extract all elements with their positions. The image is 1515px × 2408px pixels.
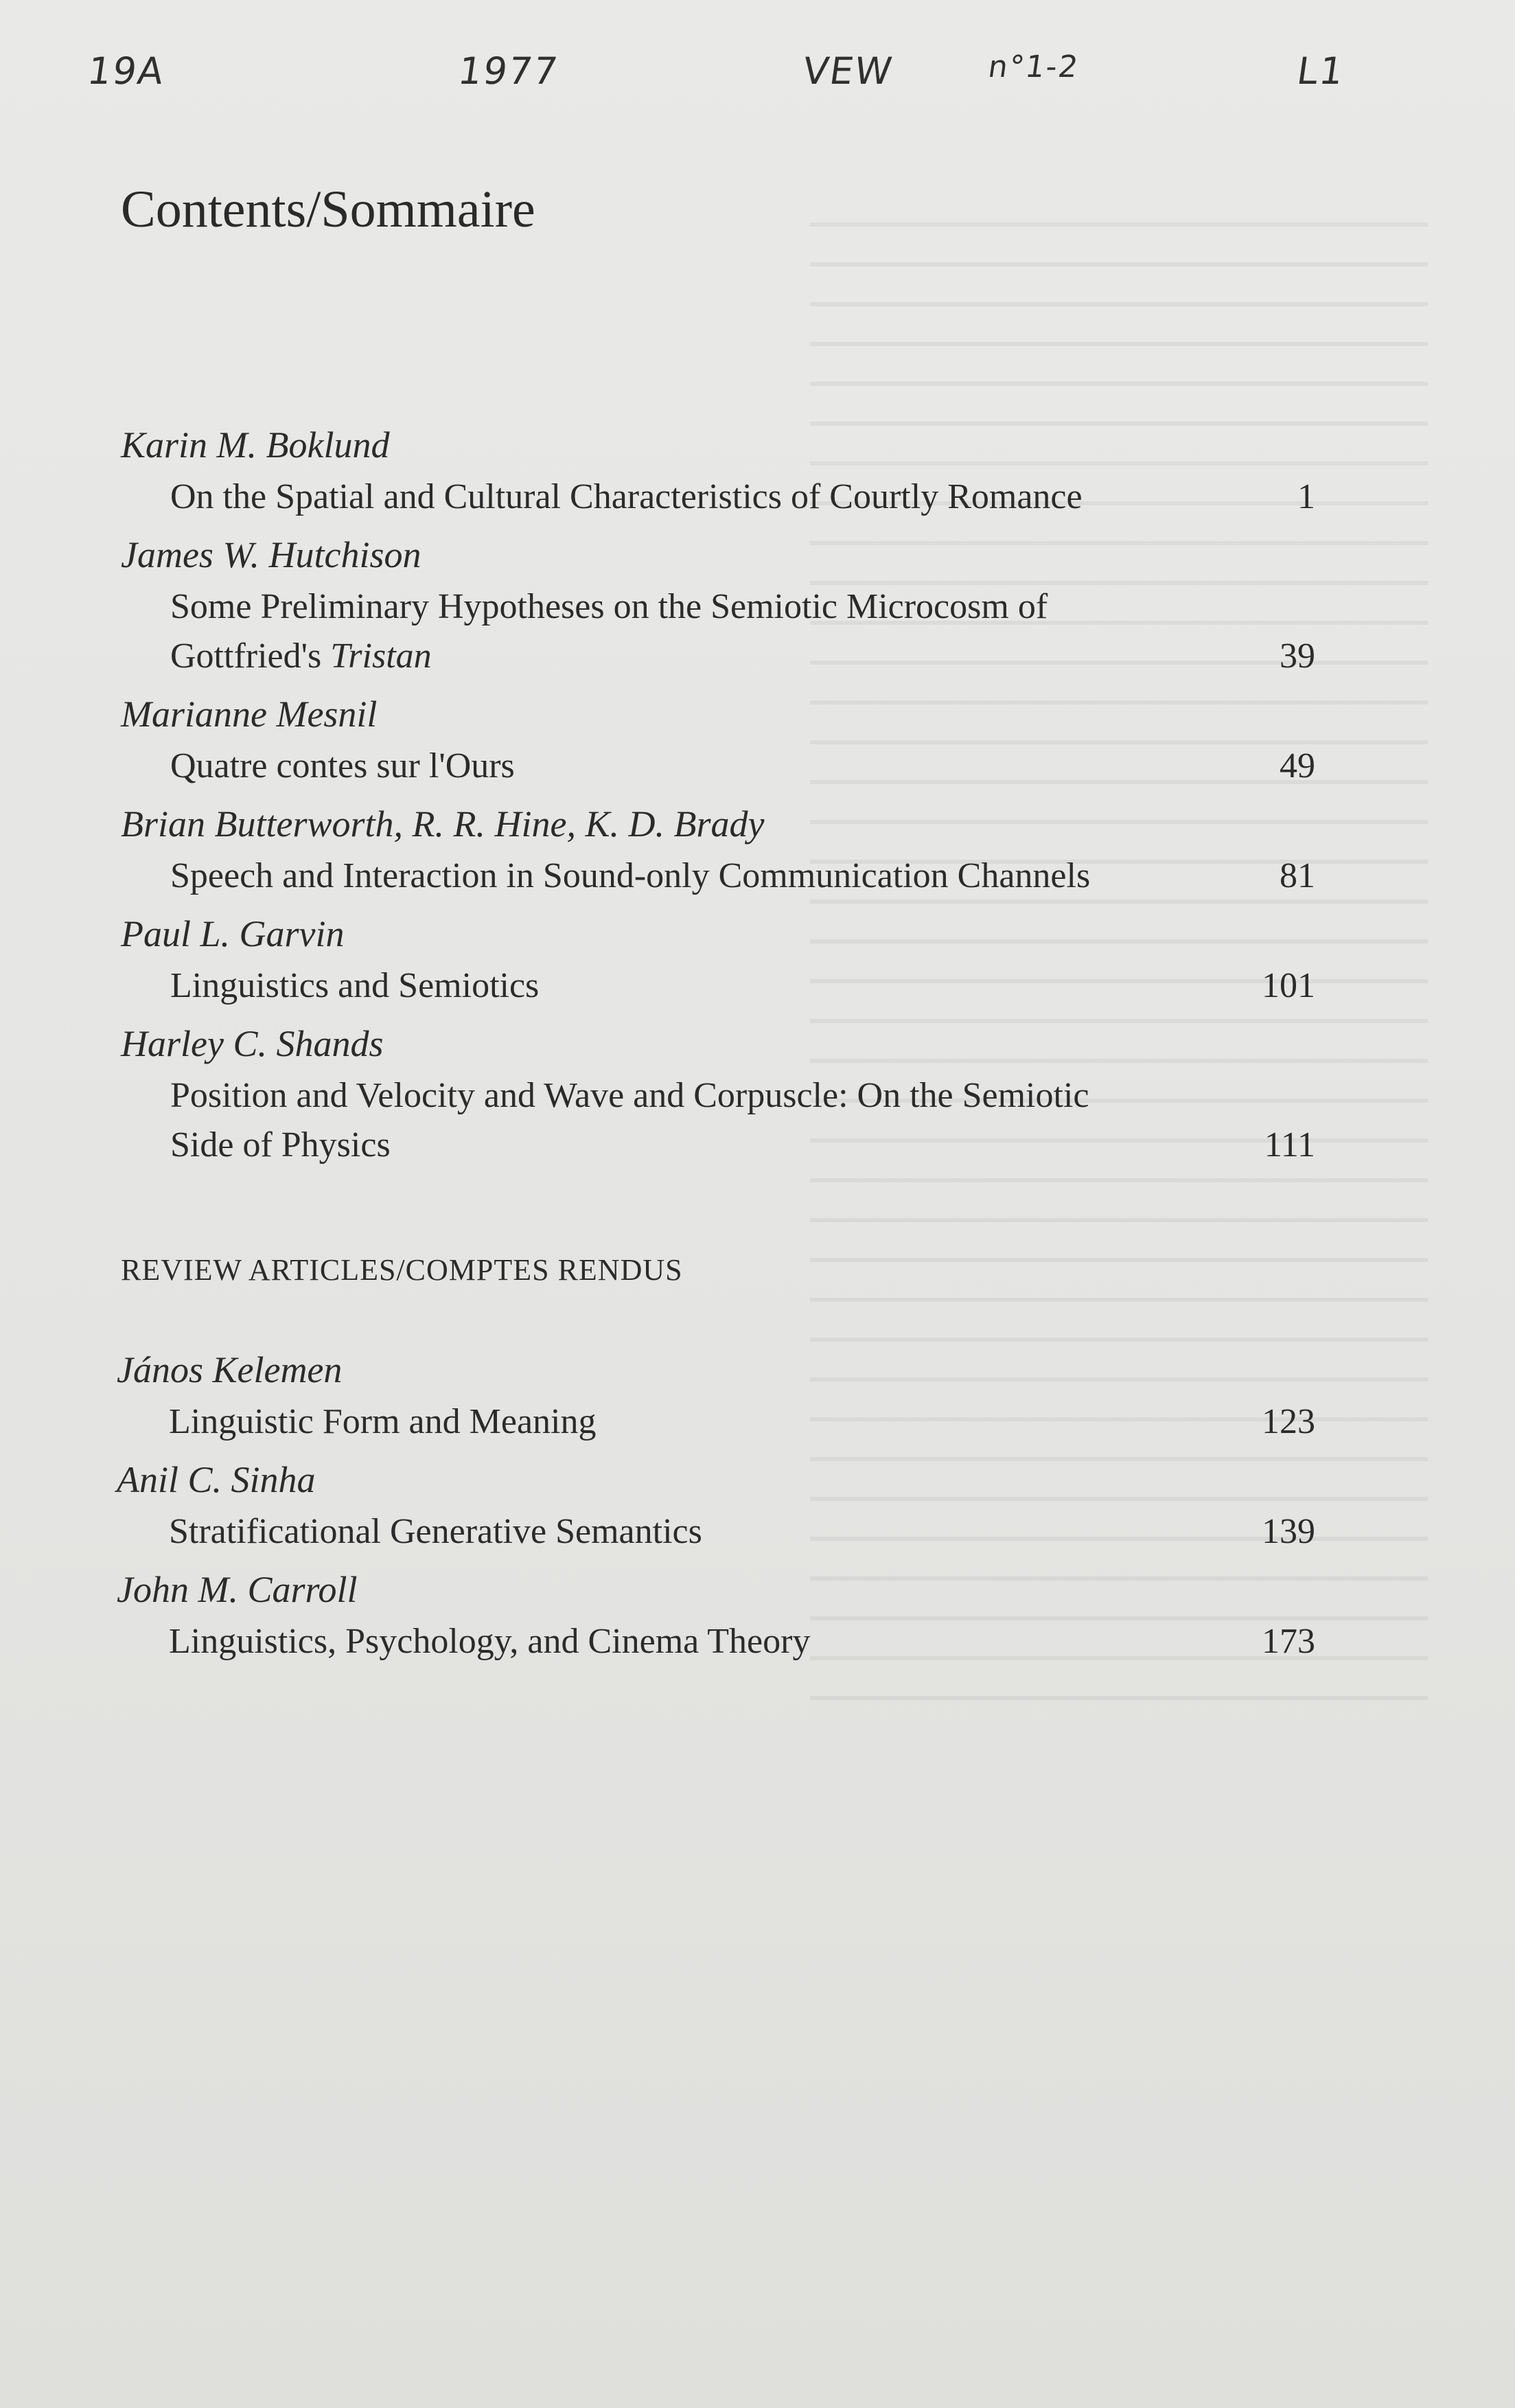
entry-title: Position and Velocity and Wave and Corpuscle: On the Semiotic	[170, 1076, 1089, 1115]
entry-title: Stratificational Generative Semantics	[169, 1512, 702, 1551]
entry-page-number: 111	[1264, 1125, 1315, 1165]
entry-author: Marianne Mesnil	[121, 693, 378, 735]
entry-title-line	[121, 742, 1315, 791]
entry-page-number: 139	[1262, 1512, 1315, 1551]
handwritten-note: L1	[1294, 49, 1348, 93]
review-entry	[117, 1452, 1315, 1557]
handwritten-note: 19A	[84, 49, 168, 93]
entry-title-line	[121, 632, 1315, 681]
entry-title: Speech and Interaction in Sound-only Communication Channels	[170, 856, 1091, 895]
toc-entry	[121, 527, 1315, 681]
handwritten-note: 1977	[455, 49, 562, 93]
entry-page-number: 101	[1262, 966, 1315, 1005]
entry-title-line	[121, 1071, 1315, 1121]
entry-title: Linguistics and Semiotics	[170, 966, 540, 1005]
entry-title-line	[121, 961, 1315, 1011]
entry-title-line	[121, 1507, 1315, 1557]
entry-author: Harley C. Shands	[121, 1023, 384, 1064]
entry-author: Anil C. Sinha	[117, 1459, 316, 1500]
toc-entry	[121, 417, 1315, 522]
entry-title: Linguistic Form and Meaning	[169, 1402, 597, 1441]
entry-title: Quatre contes sur l'Ours	[170, 746, 515, 786]
entry-page-number: 49	[1280, 746, 1315, 786]
work-title-italic: Tristan	[330, 637, 432, 676]
entry-title: On the Spatial and Cultural Characteristics of Courtly Romance	[170, 477, 1083, 516]
toc-entry	[121, 906, 1315, 1011]
entry-title: Some Preliminary Hypotheses on the Semiotic Microcosm of	[170, 587, 1048, 626]
entry-author: Brian Butterworth, R. R. Hine, K. D. Brady	[121, 803, 765, 845]
entry-title-line	[121, 1617, 1315, 1666]
entry-page-number: 1	[1297, 477, 1315, 516]
entry-author: Paul L. Garvin	[121, 913, 345, 954]
review-entry	[117, 1342, 1315, 1447]
entry-title-line	[121, 1121, 1315, 1170]
entry-title-line	[121, 1397, 1315, 1447]
table-of-contents	[117, 417, 1315, 1672]
entry-title-continued	[170, 632, 1219, 681]
handwritten-note: n°1-2	[986, 49, 1082, 84]
review-entry	[117, 1562, 1315, 1666]
entry-author: János Kelemen	[117, 1349, 343, 1390]
entry-page-number: 173	[1262, 1622, 1315, 1661]
entry-page-number: 39	[1280, 637, 1315, 676]
entry-title-line	[121, 582, 1315, 632]
entry-author: James W. Hutchison	[121, 534, 421, 575]
toc-entry	[121, 687, 1315, 791]
handwritten-note: VEW	[800, 49, 896, 93]
section-heading: REVIEW ARTICLES/COMPTES RENDUS	[121, 1253, 683, 1287]
toc-entry	[121, 1016, 1315, 1170]
page-title: Contents/Sommaire	[121, 181, 535, 238]
entry-title-line	[121, 851, 1315, 901]
toc-entry	[121, 796, 1315, 901]
entry-title-line	[121, 472, 1315, 522]
entry-page-number: 123	[1262, 1402, 1315, 1441]
entry-author: John M. Carroll	[117, 1569, 358, 1610]
entry-title-continued: Side of Physics	[170, 1125, 391, 1165]
entry-title: Linguistics, Psychology, and Cinema Theory	[169, 1622, 811, 1661]
entry-page-number: 81	[1280, 856, 1315, 895]
entry-author: Karin M. Boklund	[121, 424, 390, 466]
title-text: Gottfried's	[170, 637, 331, 676]
